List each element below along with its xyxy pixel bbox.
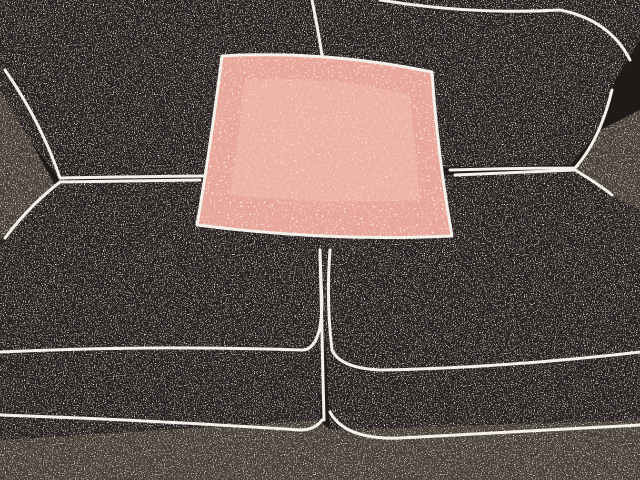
pink-pillow [197, 55, 452, 238]
pillow-highlight [230, 79, 420, 202]
